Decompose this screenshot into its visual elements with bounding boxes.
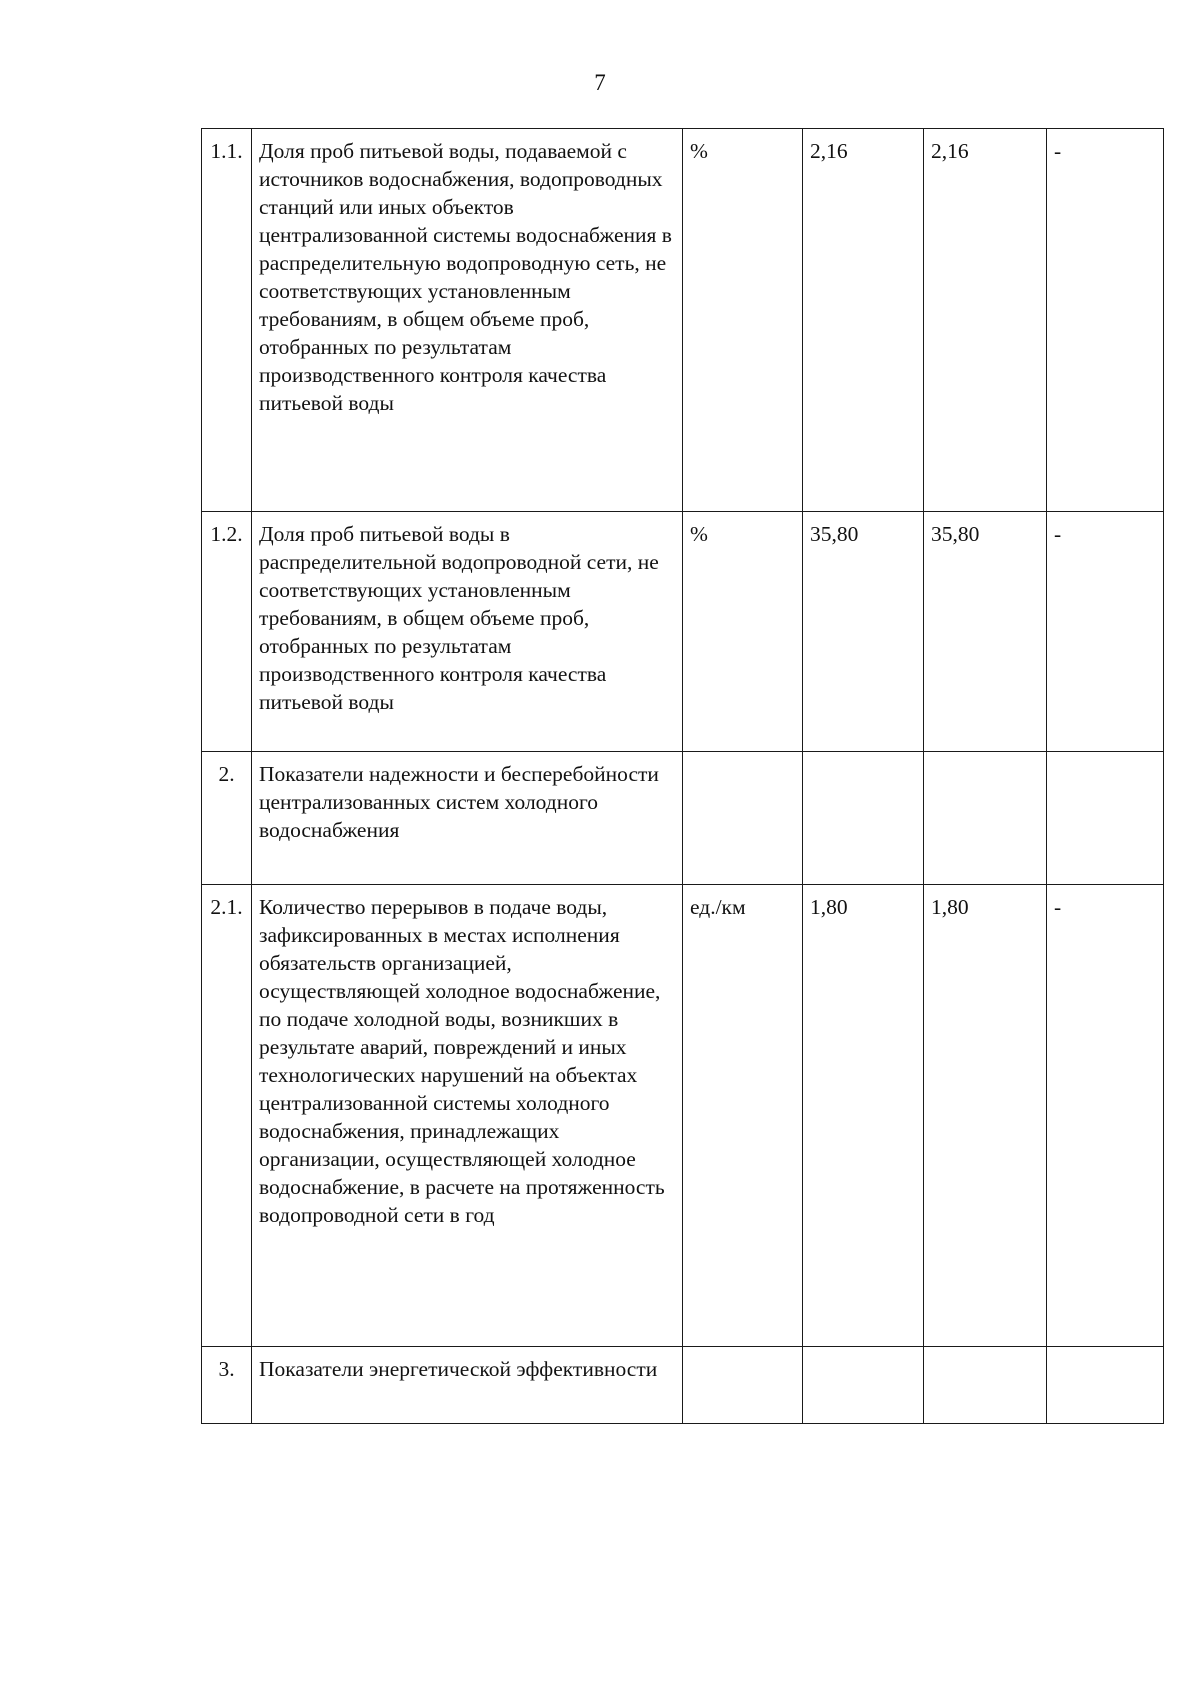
indicators-table-container [201,128,1163,1424]
value-cell-2: 35,80 [924,512,1047,752]
table-row [202,1347,1164,1424]
row-number: 2. [202,752,252,885]
value-cell-3: - [1047,885,1164,1347]
value-cell-2 [924,752,1047,885]
unit-cell: ед./км [683,885,803,1347]
table-row [202,885,1164,1347]
unit-cell: % [683,129,803,512]
row-number: 3. [202,1347,252,1424]
table-row [202,752,1164,885]
indicator-name: Количество перерывов в подаче воды, зафиксированных в местах исполнения обязательств организацией, осуществляющей холодное водоснабжение, по подаче холодной воды, возникших в результате аварий, повреждений и иных технологических нарушений на объектах централизованной системы холодного водоснабжения, принадлежащих организации, осуществляющей холодное водоснабжение, в расчете на протяженность водопроводной сети в год [252,885,683,1347]
table-row [202,129,1164,512]
value-cell-1: 2,16 [803,129,924,512]
row-number: 2.1. [202,885,252,1347]
indicator-name: Доля проб питьевой воды в распределительной водопроводной сети, не соответствующих установленным требованиям, в общем объеме проб, отобранных по результатам производственного контроля качества питьевой воды [252,512,683,752]
table-row [202,512,1164,752]
value-cell-3: - [1047,512,1164,752]
indicator-name: Доля проб питьевой воды, подаваемой с источников водоснабжения, водопроводных станций или иных объектов централизованной системы водоснабжения в распределительную водопроводную сеть, не соответствующих установленным требованиям, в общем объеме проб, отобранных по результатам производственного контроля качества питьевой воды [252,129,683,512]
unit-cell [683,752,803,885]
value-cell-3 [1047,752,1164,885]
indicator-name: Показатели энергетической эффективности [252,1347,683,1424]
value-cell-1 [803,1347,924,1424]
value-cell-2 [924,1347,1047,1424]
value-cell-1 [803,752,924,885]
value-cell-1: 1,80 [803,885,924,1347]
value-cell-2: 1,80 [924,885,1047,1347]
value-cell-2: 2,16 [924,129,1047,512]
indicator-name: Показатели надежности и бесперебойности централизованных систем холодного водоснабжения [252,752,683,885]
unit-cell [683,1347,803,1424]
row-number: 1.1. [202,129,252,512]
unit-cell: % [683,512,803,752]
indicators-table [201,128,1164,1424]
value-cell-1: 35,80 [803,512,924,752]
value-cell-3 [1047,1347,1164,1424]
value-cell-3: - [1047,129,1164,512]
page-number: 7 [594,70,606,95]
row-number: 1.2. [202,512,252,752]
